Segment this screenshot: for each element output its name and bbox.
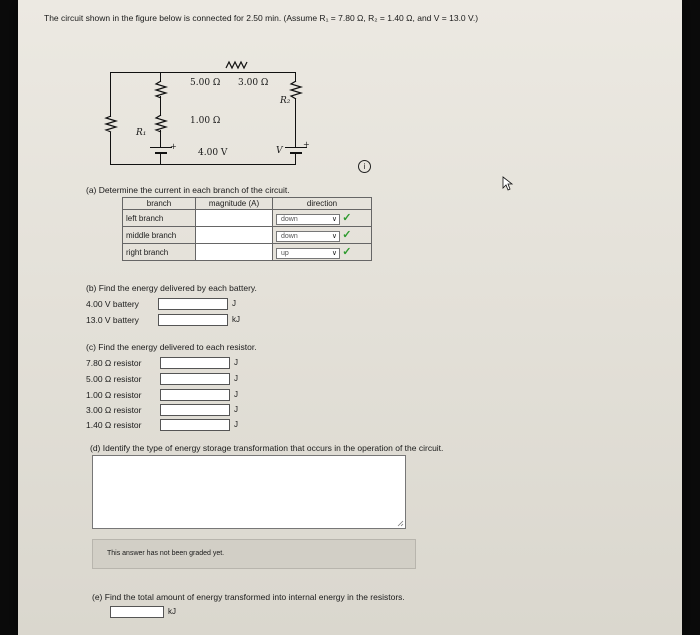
resistor-unit: J xyxy=(234,374,238,383)
check-icon: ✓ xyxy=(342,246,352,258)
resistor-unit: J xyxy=(234,405,238,414)
part-b-question: (b) Find the energy delivered by each battery. xyxy=(86,283,257,293)
direction-value: down xyxy=(281,233,298,240)
label-3-ohm: 3.00 Ω xyxy=(238,78,269,88)
resistor-energy-input[interactable] xyxy=(160,404,230,416)
battery-13v-unit: kJ xyxy=(232,315,240,324)
resistor-top-icon xyxy=(224,60,250,74)
table-row xyxy=(123,244,372,261)
energy-transformation-textarea[interactable] xyxy=(92,455,406,529)
battery-4v-unit: J xyxy=(232,299,236,308)
battery-4v-energy-input[interactable] xyxy=(158,298,228,310)
part-c-question: (c) Find the energy delivered to each resistor. xyxy=(86,342,257,352)
magnitude-input[interactable] xyxy=(196,210,273,227)
resistor-label: 1.40 Ω resistor xyxy=(86,420,142,430)
cursor-icon xyxy=(502,176,514,192)
resistor-unit: J xyxy=(234,358,238,367)
table-row xyxy=(123,210,372,227)
header-magnitude: magnitude (A) xyxy=(196,198,273,210)
branch-current-table xyxy=(122,197,372,261)
resistor-label: 1.00 Ω resistor xyxy=(86,390,142,400)
resistor-label: 7.80 Ω resistor xyxy=(86,358,142,368)
resistor-label: 5.00 Ω resistor xyxy=(86,374,142,384)
resistor-middle-icon xyxy=(148,110,174,136)
label-5-ohm: 5.00 Ω xyxy=(190,78,221,88)
label-plus-right: + xyxy=(303,140,310,149)
chevron-down-icon: ∨ xyxy=(331,250,337,257)
problem-statement: The circuit shown in the figure below is connected for 2.50 min. (Assume R₁ = 7.80 Ω, R₂ = 1.40 Ω, and V = 13.0 V.) xyxy=(44,13,479,23)
part-e-question: (e) Find the total amount of energy transformed into internal energy in the resistors. xyxy=(92,592,405,602)
worksheet-page xyxy=(18,0,682,635)
table-row xyxy=(123,227,372,244)
direction-select[interactable] xyxy=(276,248,340,259)
label-4-volt: 4.00 V xyxy=(198,148,228,158)
magnitude-input[interactable] xyxy=(196,244,273,261)
total-energy-unit: kJ xyxy=(168,607,176,616)
grading-note: This answer has not been graded yet. xyxy=(107,550,225,557)
total-internal-energy-input[interactable] xyxy=(110,606,164,618)
branch-label: left branch xyxy=(123,210,196,227)
direction-value: down xyxy=(281,216,298,223)
part-a-question: (a) Determine the current in each branch of the circuit. xyxy=(86,185,290,195)
resize-handle-icon[interactable] xyxy=(397,520,404,527)
check-icon: ✓ xyxy=(342,229,352,241)
branch-label: middle branch xyxy=(123,227,196,244)
label-r2: R₂ xyxy=(280,96,291,106)
label-r1: R₁ xyxy=(136,128,147,138)
resistor-middle-top-icon xyxy=(148,76,174,102)
grading-note-box xyxy=(92,539,416,569)
check-icon: ✓ xyxy=(342,212,352,224)
magnitude-input[interactable] xyxy=(196,227,273,244)
header-branch: branch xyxy=(123,198,196,210)
resistor-energy-input[interactable] xyxy=(160,373,230,385)
part-d-question: (d) Identify the type of energy storage transformation that occurs in the operation of the circuit. xyxy=(90,443,444,453)
circuit-diagram xyxy=(98,60,308,175)
chevron-down-icon: ∨ xyxy=(331,233,337,240)
label-1-ohm: 1.00 Ω xyxy=(190,116,221,126)
resistor-energy-input[interactable] xyxy=(160,389,230,401)
label-plus-left: + xyxy=(170,142,177,151)
resistor-energy-input[interactable] xyxy=(160,419,230,431)
battery-4v-label: 4.00 V battery xyxy=(86,299,139,309)
header-direction: direction xyxy=(273,198,372,210)
direction-value: up xyxy=(281,250,289,257)
resistor-r1-icon xyxy=(98,110,124,136)
resistor-label: 3.00 Ω resistor xyxy=(86,405,142,415)
battery-13v-label: 13.0 V battery xyxy=(86,315,139,325)
battery-13v-energy-input[interactable] xyxy=(158,314,228,326)
branch-label: right branch xyxy=(123,244,196,261)
resistor-unit: J xyxy=(234,390,238,399)
label-v: V xyxy=(276,146,283,156)
resistor-energy-input[interactable] xyxy=(160,357,230,369)
direction-select[interactable] xyxy=(276,214,340,225)
direction-select[interactable] xyxy=(276,231,340,242)
info-icon[interactable]: i xyxy=(358,160,371,173)
resistor-unit: J xyxy=(234,420,238,429)
chevron-down-icon: ∨ xyxy=(331,216,337,223)
